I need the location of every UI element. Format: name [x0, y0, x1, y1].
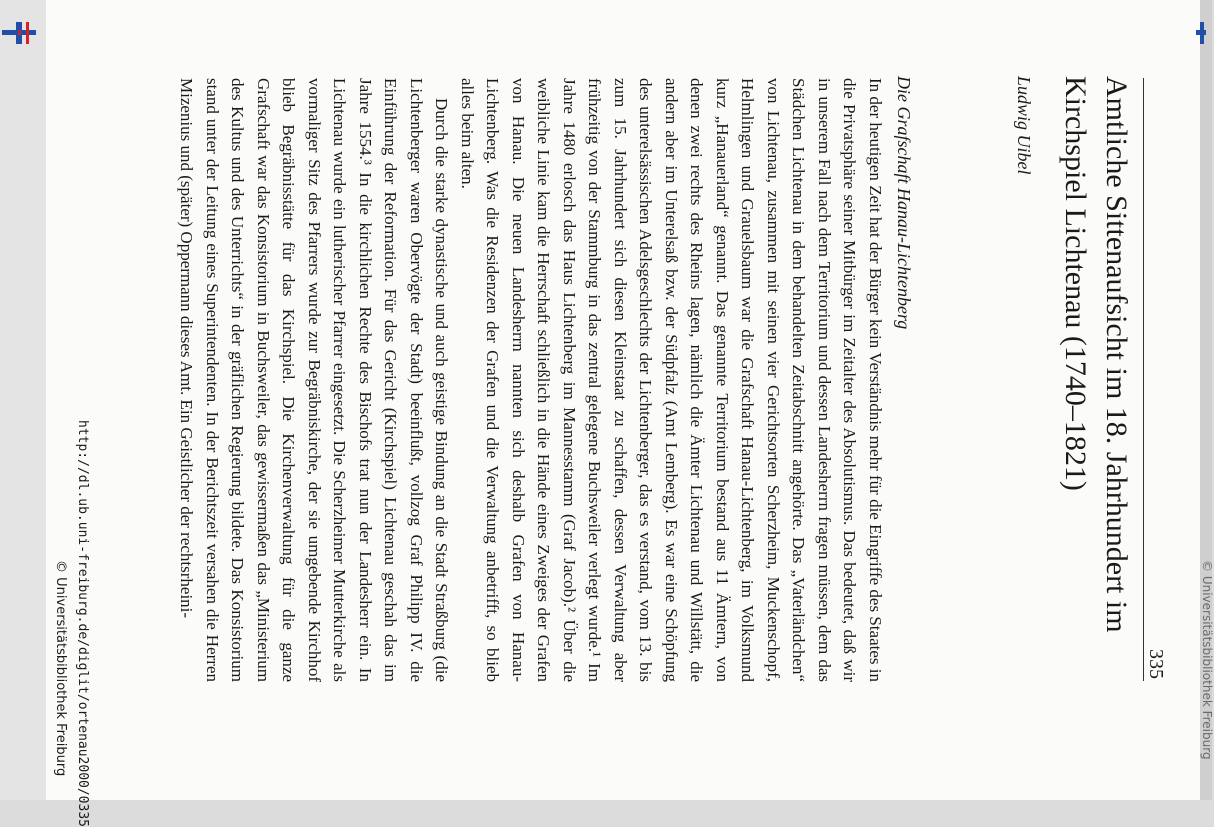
paragraph: In der heutigen Zeit hat der Bürger kein Verständnis mehr für die Eingriffe des Staates in die Privatsphäre seiner Mitbürger im Zeitalter des Absolutismus. Das bedeutet, daß wir in unserem Fall nach dem Territorium und dessen Landesherrn fragen müssen, dem das Städchen Lichtenau in dem behandelten Zeitabschnitt angehörte. Das „Vaterländchen“ von Lichtenau, zusammen mit seinen vier Gerichtsorten Scherzheim, Muckenschopf, Helmlingen und Grauelsbaum war die Grafschaft Hanau-Lichtenberg, im Volksmund kurz „Hanauerland“ genannt. Das genannte Territorium bestand aus 11 Ämtern, von denen zwei rechts des Rheins lagen, nämlich die Ämter Lichtenau und Willstätt, die andern aber im Unterelsaß bzw. der Südpfalz (Amt Lemberg). Es war eine Schöpfung des unterelsässischen Adelsgeschlechts der Lichtenberger, das es verstand, vom 13. bis zum 15. Jahrhundert sich diesen Kleinstaat zu schaffen, dessen Verwaltung aber frühzeitig von der Stammburg in das zentral gelegene Buchsweiler verlegt wurde.¹ Im Jahre 1480 erlosch das Haus Lichtenberg im Mannesstamm (Graf Jacob).² Über die weibliche Linie kam die Herrschaft schließlich in die Hände eines Zweiges der Grafen von Hanau. Die neuen Landesherrn nannten sich deshalb Grafen von Hanau-Lichtenberg. Was die Residenzen der Grafen und die Verwaltung anbetrifft, so blieb alles beim alten.: [458, 78, 885, 682]
header-rule: [1143, 78, 1144, 681]
bleed-through-text: © Universitätsbibliothek Freiburg: [1200, 560, 1214, 760]
source-url: http://dl.ub.uni-freiburg.de/diglit/ortenau2000/0335: [75, 420, 90, 827]
article-title: Amtliche Sittenaufsicht im 18. Jahrhundert im Kirchspiel Lichtenau (1740–1821): [1059, 76, 1133, 633]
page-number: 335: [1145, 649, 1167, 679]
article-author: Ludwig Uibel: [1014, 76, 1034, 175]
library-logo-fragment-icon: [1196, 22, 1206, 44]
copyright-notice: © Universitätsbibliothek Freiburg: [53, 560, 68, 777]
section-heading: Die Grafschaft Hanau-Lichtenberg: [894, 76, 914, 330]
paragraph: Durch die starke dynastische und auch geistige Bindung an die Stadt Straßburg (die Lichtenberger waren Obervögte der Stadt) beeinflußt, vollzog Graf Philipp IV. die Einführung der Reformation. Für das Gericht (Kirchspiel) Lichtenau geschah das im Jahre 1554.³ In die kirchlichen Rechte des Bischofs trat nun der Landesherr ein. In Lichtenau wurde ein lutherischer Pfarrer eingesetzt. Die Scherzheimer Mutterkirche als vormaliger Sitz des Pfarrers wurde zur Begräbniskirche, der sie umgebende Kirchhof blieb Begräbnisstätte für das Kirchspiel. Die Kirchenverwaltung für die ganze Grafschaft war das Konsistorium in Buchsweiler, das gewissermaßen das „Ministerium des Kultus und des Unterrichts“ in der gräflichen Regierung bildete. Das Konsistorium stand unter der Leitung eines Superintendenten. In der Berichtszeit versahen die Herren Mizenius und (später) Oppermann dieses Amt. Ein Geistlicher der rechtsrheini-: [177, 78, 452, 682]
library-logo-icon: [2, 22, 36, 44]
article-body: [174, 78, 888, 682]
document-page: [46, 0, 1200, 827]
viewer-left-margin: [0, 0, 46, 800]
